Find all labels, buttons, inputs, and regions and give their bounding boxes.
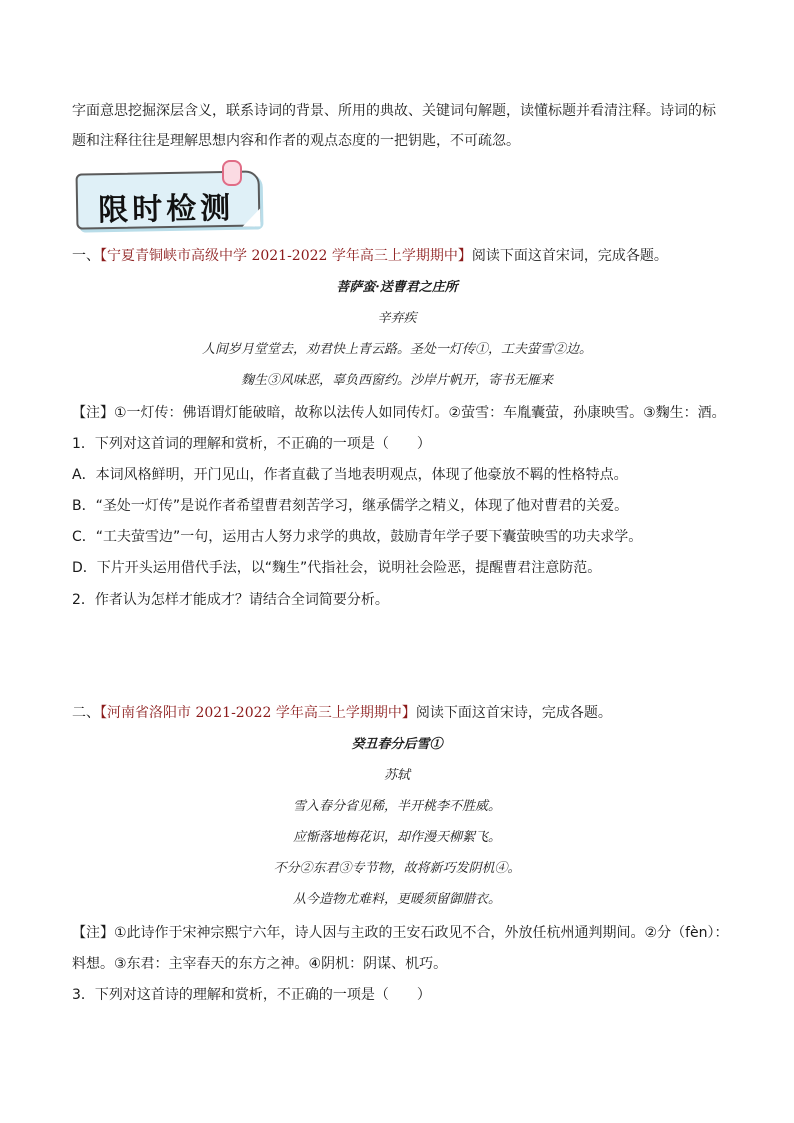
q1-item-2: 2．作者认为怎样才能成才？请结合全词简要分析。 [72,592,389,608]
banner-folded-corner [242,208,260,226]
q1-prefix: 一、 [72,248,100,264]
banner-label: 限时检测 [97,190,235,229]
q2-item-3: 3．下列对这首诗的理解和赏析，不正确的一项是（ ） [72,987,431,1003]
intro-line-2: 题和注释往往是理解思想内容和作者的观点态度的一把钥匙，不可疏忽。 [72,133,520,149]
q2-poem-title: 癸丑春分后雪① [351,737,443,752]
q1-option-a: A．本词风格鲜明，开门见山，作者直截了当地表明观点，体现了他豪放不羁的性格特点。 [72,467,628,483]
q2-instruction: 阅读下面这首宋诗，完成各题。 [415,705,612,721]
q1-poem-title: 菩萨蛮·送曹君之庄所 [336,280,458,295]
paper-clip-icon [222,160,242,186]
q2-poem-line-3: 不分②东君③专节物，故将新巧发阴机④。 [273,861,521,876]
q1-option-d: D．下片开头运用借代手法，以“麴生”代指社会，说明社会险恶，提醒曹君注意防范。 [72,560,602,576]
q2-note-line-2: 料想。③东君：主宰春天的东方之神。④阴机：阴谋、机巧。 [72,956,448,972]
q2-poem-line-2: 应惭落地梅花识，却作漫天柳絮飞。 [292,830,501,845]
q2-source: 【河南省洛阳市 2021-2022 学年高三上学期期中】 [100,705,416,721]
q1-instruction: 阅读下面这首宋词，完成各题。 [471,248,668,264]
section-banner [72,168,262,230]
q1-option-c: C．“工夫萤雪边”一句，运用古人努力求学的典故，鼓励青年学子要下囊萤映雪的功夫求学。 [72,529,643,545]
q1-poem-line-2: 麴生③风味恶，辜负西窗约。沙岸片帆开，寄书无雁来 [240,373,553,388]
q1-poem-line-1: 人间岁月堂堂去，劝君快上青云路。圣处一灯传①，工夫萤雪②边。 [201,342,592,357]
intro-line-1: 字面意思挖掘深层含义，联系诗词的背景、所用的典故、关键词句解题，读懂标题并看清注释。诗词的标 [72,103,716,119]
q2-prefix: 二、 [72,705,100,721]
q1-heading [72,246,734,266]
q1-source: 【宁夏青铜峡市高级中学 2021-2022 学年高三上学期期中】 [100,248,472,264]
q2-poem-author: 苏轼 [383,768,410,783]
q1-note: 【注】①一灯传：佛语谓灯能破暗，故称以法传人如同传灯。②萤雪：车胤囊萤，孙康映雪。③麴生：酒。 [72,405,726,421]
q1-option-b: B．“圣处一灯传”是说作者希望曹君刻苦学习，继承儒学之精义，体现了他对曹君的关爱。 [72,498,629,514]
q1-poem-author: 辛弃疾 [377,311,417,326]
q2-heading [72,703,734,723]
q2-note-line-1: 【注】①此诗作于宋神宗熙宁六年，诗人因与主政的王安石政见不合，外放任杭州通判期间。②分（fèn）： [72,925,729,941]
q1-item-1: 1．下列对这首词的理解和赏析，不正确的一项是（ ） [72,436,431,452]
q2-poem-line-4: 从今造物尤难料，更暖须留御腊衣。 [292,892,501,907]
q2-poem-line-1: 雪入春分省见稀，半开桃李不胜威。 [292,799,501,814]
